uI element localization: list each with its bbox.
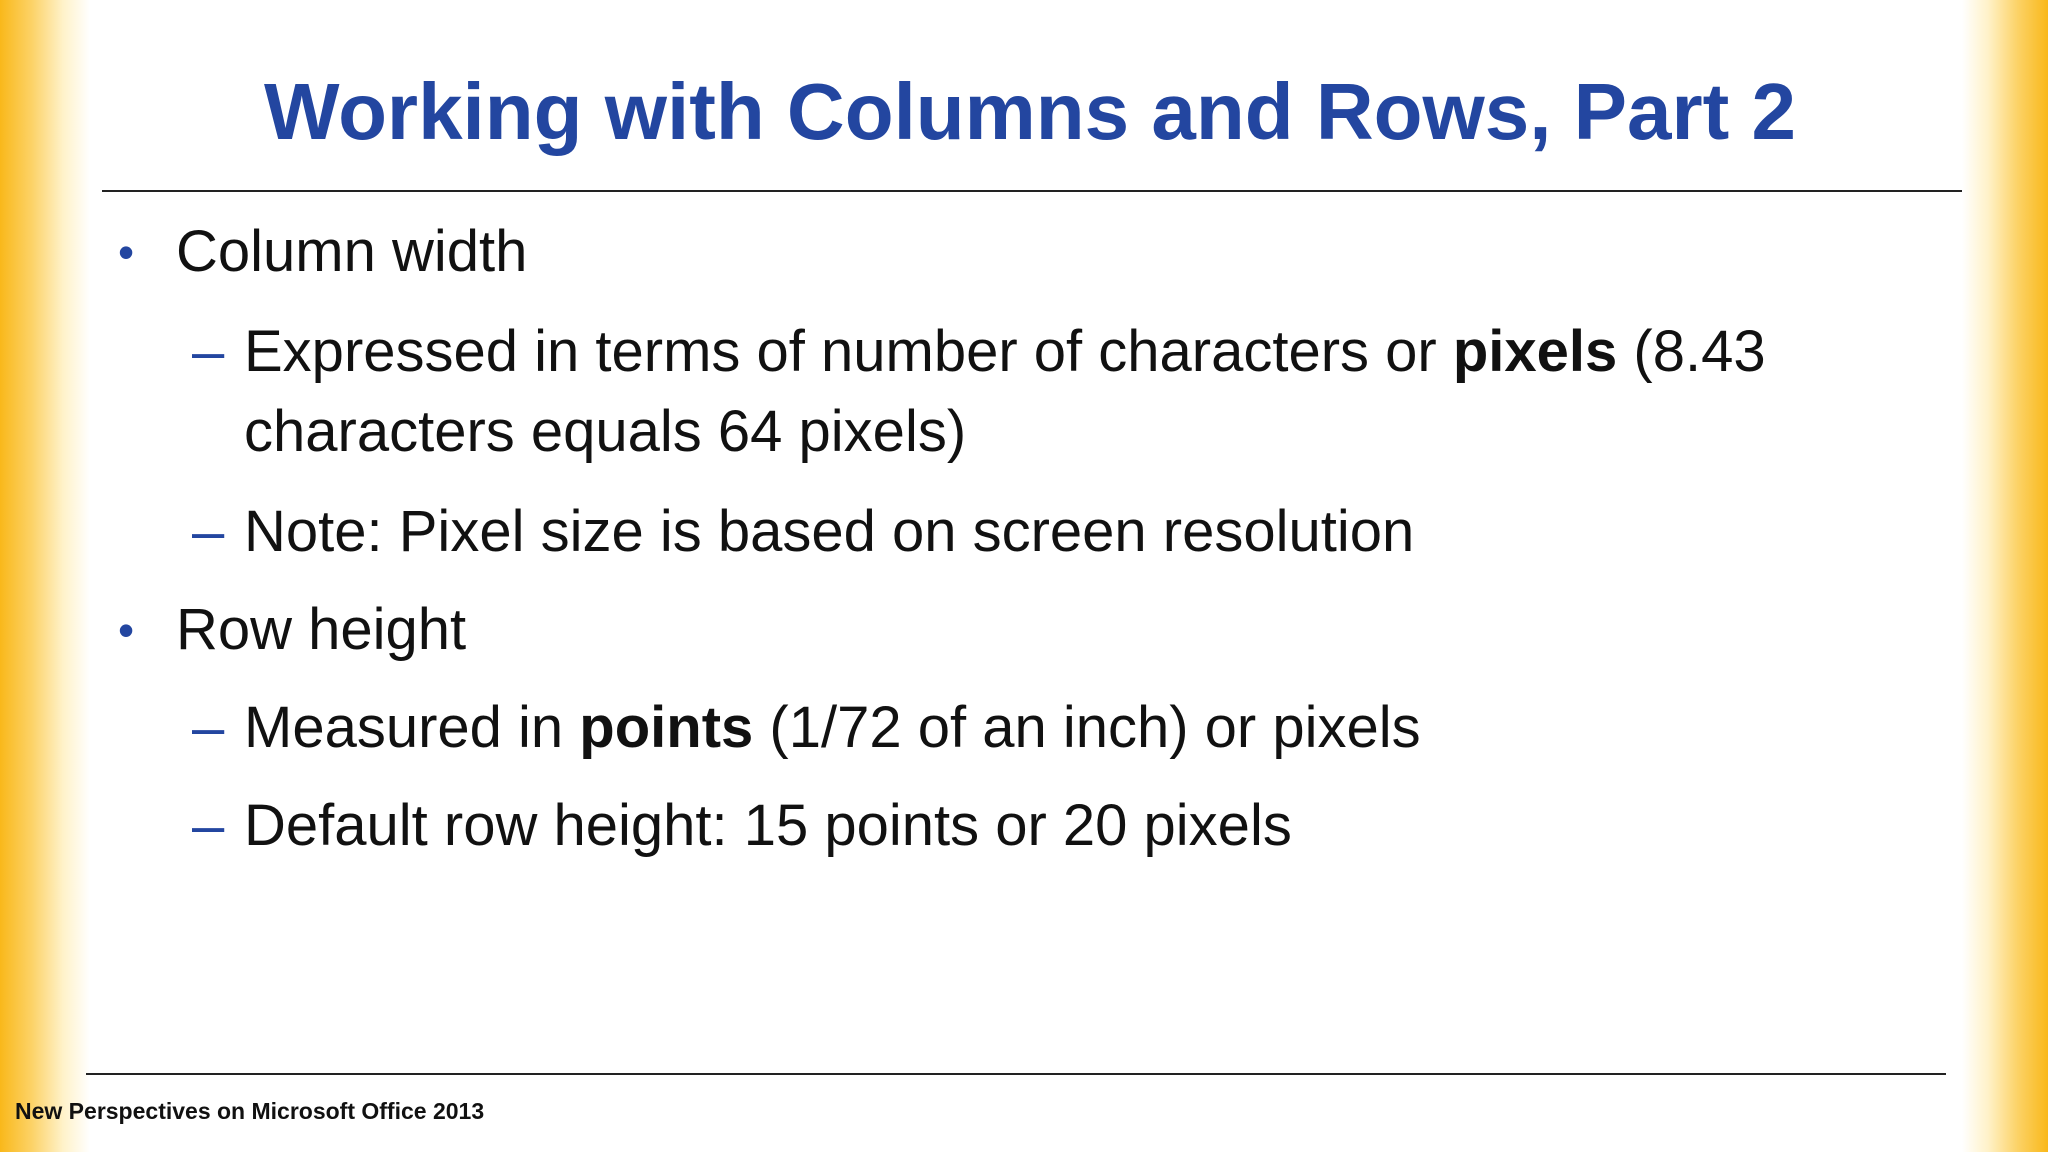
subitem-measured-in-points — [244, 688, 1421, 768]
dash-marker: – — [192, 499, 225, 564]
footer-text: New Perspectives on Microsoft Office 2013 — [15, 1098, 485, 1124]
dash-marker: – — [192, 319, 225, 384]
bullet-marker: • — [118, 226, 135, 278]
dash-marker: – — [192, 695, 225, 760]
subitem-expressed-line2: characters equals 64 pixels) — [244, 399, 967, 464]
subitem-measured-text: Measured in — [244, 695, 580, 760]
subitem-expressed-text: Expressed in terms of number of characters or — [244, 319, 1453, 384]
subitem-note-pixel-size: Note: Pixel size is based on screen resolution — [244, 499, 1415, 564]
slide-title: Working with Columns and Rows, Part 2 — [264, 67, 1796, 156]
subitem-default-row-height: Default row height: 15 points or 20 pixels — [244, 793, 1292, 858]
subitem-expressed-line1 — [244, 312, 1766, 392]
subitem-expressed-bold: pixels — [1452, 319, 1618, 384]
subitem-measured-after: (1/72 of an inch) or pixels — [753, 695, 1421, 760]
bullet-row-height: Row height — [176, 597, 467, 662]
subitem-measured-bold: points — [579, 695, 754, 760]
bullet-column-width: Column width — [176, 219, 528, 284]
subitem-expressed-after: (8.43 — [1617, 319, 1766, 384]
footer-divider — [86, 1073, 1946, 1075]
dash-marker: – — [192, 793, 225, 858]
bullet-marker: • — [118, 604, 135, 656]
